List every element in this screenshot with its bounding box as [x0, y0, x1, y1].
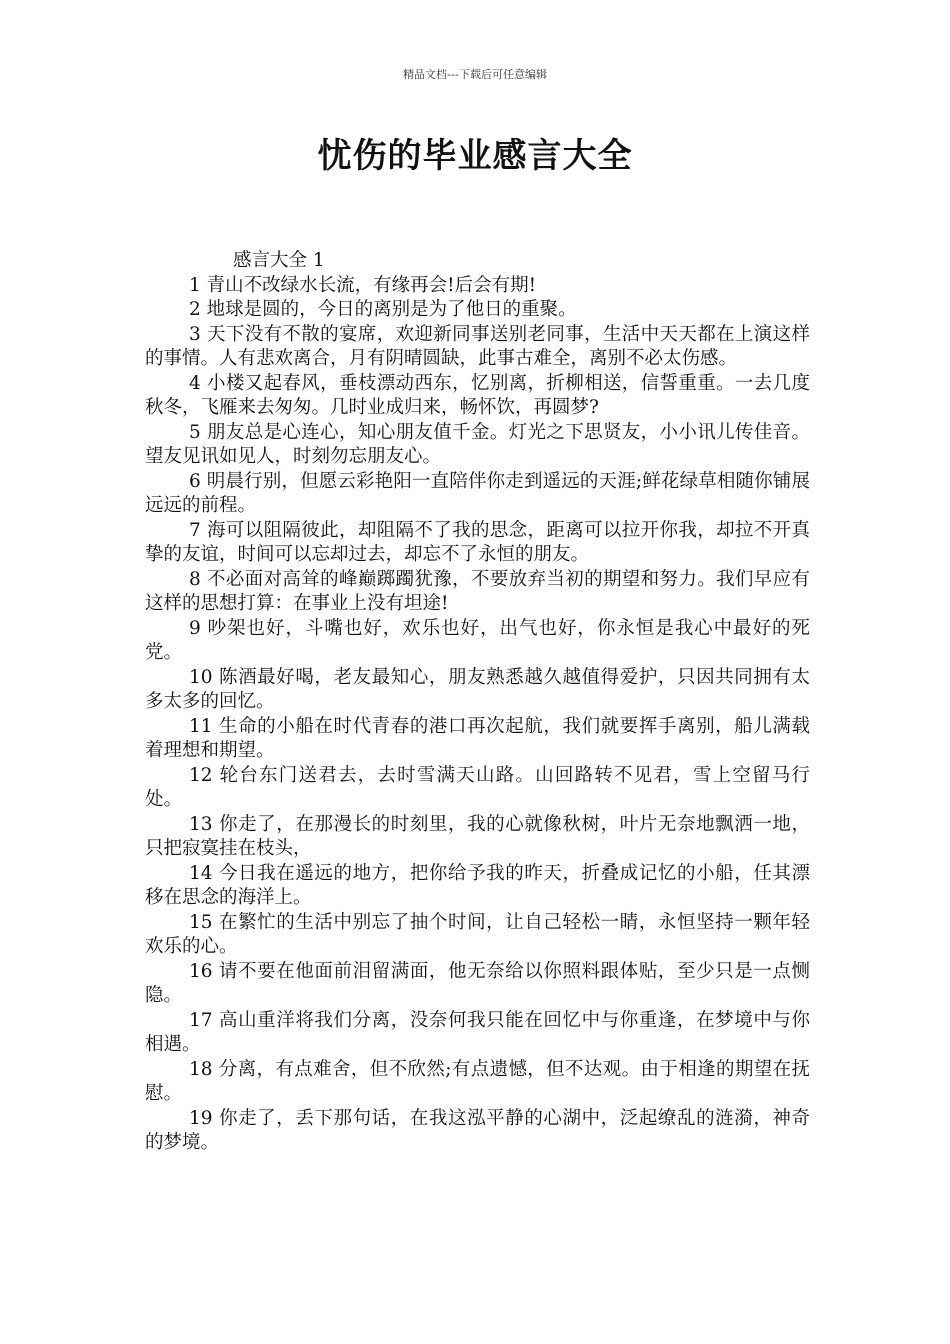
paragraph-9: 9 吵架也好，斗嘴也好，欢乐也好，出气也好，你永恒是我心中最好的死党。: [145, 617, 810, 663]
paragraph-17: 17 高山重洋将我们分离，没奈何我只能在回忆中与你重逢，在梦境中与你相遇。: [145, 1009, 810, 1055]
paragraph-4: 4 小楼又起春风，垂枝漂动西东，忆别离，折柳相送，信誓重重。一去几度秋冬，飞雁来去匆匆。几时业成归来，畅怀饮，再圆梦?: [145, 372, 810, 418]
page-header-note: 精品文档---下载后可任意编辑: [403, 68, 547, 81]
paragraph-11: 11 生命的小船在时代青春的港口再次起航，我们就要挥手离别，船儿满载着理想和期望。: [145, 715, 810, 761]
paragraph-18: 18 分离，有点难舍，但不欣然;有点遗憾，但不达观。由于相逢的期望在抚慰。: [145, 1058, 810, 1104]
paragraph-15: 15 在繁忙的生活中别忘了抽个时间，让自己轻松一睛，永恒坚持一颗年轻欢乐的心。: [145, 911, 810, 957]
section-heading: 感言大全 1: [233, 250, 325, 271]
paragraph-19: 19 你走了，丢下那句话，在我这泓平静的心湖中，泛起缭乱的涟漪，神奇的梦境。: [145, 1107, 810, 1153]
paragraph-3: 3 天下没有不散的宴席，欢迎新同事送别老同事，生活中天天都在上演这样的事情。人有悲欢离合，月有阴晴圆缺，此事古难全，离别不必太伤感。: [145, 323, 810, 369]
paragraph-16: 16 请不要在他面前泪留满面，他无奈给以你照料跟体贴，至少只是一点恻隐。: [145, 960, 810, 1006]
document-title: 忧伤的毕业感言大全: [317, 136, 633, 176]
paragraph-13: 13 你走了，在那漫长的时刻里，我的心就像秋树，叶片无奈地飘洒一地，只把寂寞挂在枝头，: [145, 813, 810, 859]
paragraph-6: 6 明晨行别，但愿云彩艳阳一直陪伴你走到遥远的天涯;鲜花绿草相随你铺展远远的前程。: [145, 470, 810, 516]
paragraph-1: 1 青山不改绿水长流，有缘再会!后会有期!: [189, 274, 537, 296]
paragraph-2: 2 地球是圆的，今日的离别是为了他日的重聚。: [189, 299, 577, 320]
paragraph-14: 14 今日我在遥远的地方，把你给予我的昨天，折叠成记忆的小船，任其漂移在思念的海洋上。: [145, 862, 810, 908]
document-body: [145, 249, 810, 1156]
paragraph-8: 8 不必面对高耸的峰巅踯躅犹豫，不要放弃当初的期望和努力。我们早应有这样的思想打算：在事业上没有坦途!: [145, 568, 810, 614]
paragraph-10: 10 陈酒最好喝，老友最知心，朋友熟悉越久越值得爱护，只因共同拥有太多太多的回忆。: [145, 666, 810, 712]
paragraph-12: 12 轮台东门送君去，去时雪满天山路。山回路转不见君，雪上空留马行处。: [145, 764, 810, 810]
paragraph-5: 5 朋友总是心连心，知心朋友值千金。灯光之下思贤友，小小讯儿传佳音。望友见讯如见人，时刻勿忘朋友心。: [145, 421, 810, 467]
paragraph-7: 7 海可以阻隔彼此，却阻隔不了我的思念，距离可以拉开你我，却拉不开真挚的友谊，时间可以忘却过去，却忘不了永恒的朋友。: [145, 519, 810, 565]
